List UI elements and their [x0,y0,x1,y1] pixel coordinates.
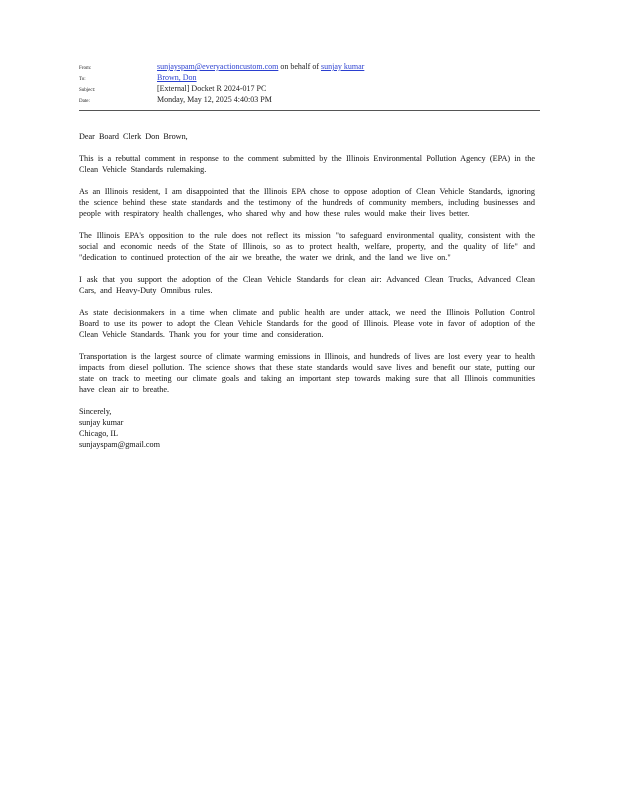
email-body [79,131,535,450]
to-row [79,71,539,82]
date-value: Monday, May 12, 2025 4:40:03 PM [157,95,272,104]
from-behalf-text: on behalf of [278,62,321,71]
paragraph-2: As an Illinois resident, I am disappointed that the Illinois EPA chose to oppose adoption of Clean Vehicle Standards, ignoring the science behind these state standards and the testimony of the hundreds of community members, including businesses and people with respiratory health challenges, who shared why and how these rules would make their lives better. [79,187,535,218]
from-value [157,62,364,71]
paragraph-1: This is a rebuttal comment in response to the comment submitted by the Illinois Environmental Pollution Agency (EPA) in the Clean Vehicle Standards rulemaking. [79,154,535,174]
to-value-link[interactable]: Brown, Don [157,73,197,82]
subject-row [79,82,539,93]
signature-email: sunjayspam@gmail.com [79,440,160,449]
from-name-link[interactable]: sunjay kumar [321,62,365,71]
paragraph-4: I ask that you support the adoption of the Clean Vehicle Standards for clean air: Advanced Clean Trucks, Advanced Clean Cars, and Heavy-Duty Omnibus rules. [79,275,535,295]
email-header [79,60,539,104]
from-label: From: [79,66,92,71]
paragraph-3: The Illinois EPA's opposition to the rule does not reflect its mission "to safeguard environmental quality, consistent with the social and economic needs of the State of Illinois, so as to protect health, welfare, property, and the quality of life" and "dedication to continued protection of the air we breathe, the water we drink, and the land we live on." [79,231,535,262]
to-label: To: [79,77,86,82]
from-row [79,60,539,71]
paragraph-6: Transportation is the largest source of climate warming emissions in Illinois, and hundreds of lives are lost every year to health impacts from diesel pollution. The science shows that these state standards would save lives and benefit our state, putting our state on track to meeting our climate goals and taking an important step towards making sure that all Illinois communities have clean air to breathe. [79,352,535,394]
date-row [79,93,539,104]
closing: Sincerely, [79,407,112,416]
greeting: Dear Board Clerk Don Brown, [79,132,188,141]
header-divider [79,110,540,111]
subject-label: Subject: [79,88,96,93]
paragraph-5: As state decisionmakers in a time when climate and public health are under attack, we need the Illinois Pollution Control Board to use its power to adopt the Clean Vehicle Standards for the good of Illinois. Please vote in favor of adoption of the Clean Vehicle Standards. Thank you for your time and consideration. [79,308,535,339]
subject-value: [External] Docket R 2024-017 PC [157,84,267,93]
signature-location: Chicago, IL [79,429,119,438]
signature-block [79,406,535,450]
signature-name: sunjay kumar [79,418,124,427]
date-label: Date: [79,99,90,104]
from-email-link[interactable]: sunjayspam@everyactioncustom.com [157,62,279,71]
